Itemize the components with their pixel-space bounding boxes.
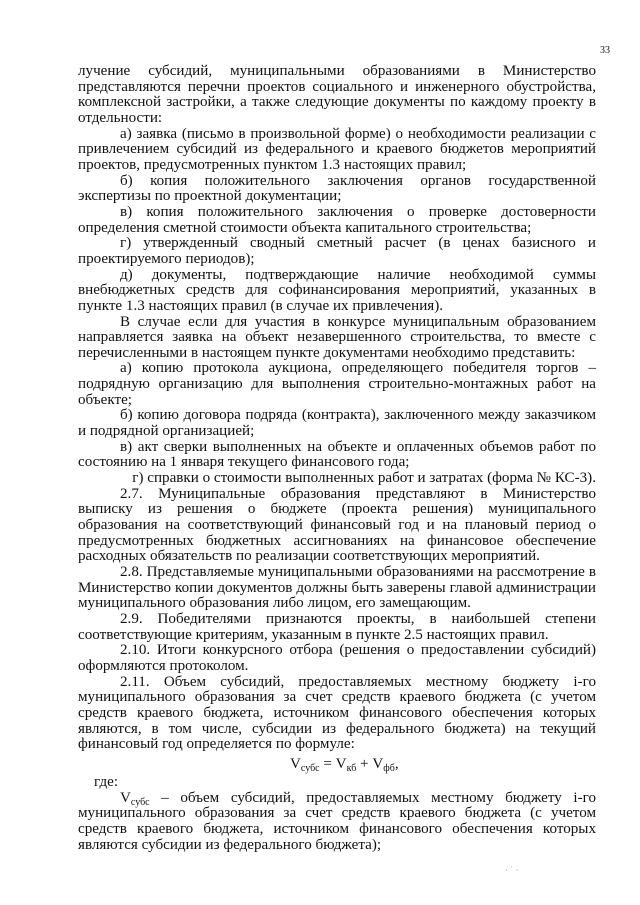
formula [78, 753, 596, 775]
formula-plus: + [356, 755, 373, 772]
paragraph-unfinished-construction: В случае если для участия в конкурсе муниципальным образованием направляется заявка на объект незавершенного строительства, то вместе с перечисленными в настоящем пункте документами необходимо представить: [78, 313, 596, 361]
definition-v-subs [78, 791, 596, 854]
clause-2-9: 2.9. Победителями признаются проекты, в наибольшей степени соответствующие критериям, указанным в пункте 2.5 настоящих правил. [78, 610, 596, 643]
formula-end: , [394, 755, 399, 772]
clause-2-10: 2.10. Итоги конкурсного отбора (решения о предоставлении субсидий) оформляются протоколом. [78, 642, 596, 674]
where-label: где: [94, 773, 119, 790]
page-number: 33 [600, 45, 610, 56]
clause-2-8: 2.8. Представляемые муниципальными образованиями на рассмотрение в Министерство копии документов должны быть заверены главой администрации муниципального образования либо лицом, его замещающим. [78, 564, 596, 612]
list-item-a: а) заявка (письмо в произвольной форме) о необходимости реализации с привлечением субсидий из федерального и краевого бюджетов мероприятий проектов, предусмотренных пунктом 1.3 настоящих правил; [78, 125, 596, 173]
definition-symbol: V [120, 789, 131, 806]
formula-term-2: V [372, 755, 384, 772]
formula-term-1-subscript: кб [346, 762, 357, 774]
scan-speckle: · ˙ · [505, 865, 519, 875]
clause-2-7: 2.7. Муниципальные образования представляют в Министерство выписку из решения о бюджете (проекта решения) муниципального образования на соответствующий финансовый год и на плановый период о предусмотренных бюджетных ассигнованиях на финансовое обеспечение расходных обязательств по реализации соответствующих мероприятий. [78, 485, 596, 565]
list-item-g-2: г) справки о стоимости выполненных работ и затратах (форма № КС-3). [132, 470, 596, 487]
formula-lhs: V [290, 755, 301, 772]
list-item-d: д) документы, подтверждающие наличие необходимой суммы внебюджетных средств для софинансирования мероприятий, указанных в пункте 1.3 настоящих правил (в случае их привлечения). [78, 266, 596, 314]
formula-term-2-subscript: фб [383, 762, 395, 774]
list-item-a-2: а) копию протокола аукциона, определяющего победителя торгов – подрядную организацию для выполнения строительно-монтажных работ на объекте; [78, 360, 596, 408]
clause-2-11: 2.11. Объем субсидий, предоставляемых местному бюджету i-го муниципального образования за счет средств краевого бюджета (с учетом средств краевого бюджета, источником финансового обеспечения которых являются, в том числе, субсидии из федерального бюджета) на текущий финансовый год определяется по формуле: [78, 673, 596, 753]
list-item-b-2: б) копию договора подряда (контракта), заключенного между заказчиком и подрядной организацией; [78, 407, 596, 440]
definition-text: – объем субсидий, предоставляемых местному бюджету i-го муниципального образования за счет средств краевого бюджета (с учетом средств краевого бюджета, источником финансового обеспечения которых являются субсидии из федерального бюджета); [78, 789, 596, 853]
list-item-b: б) копия положительного заключения органов государственной экспертизы по проектной документации; [78, 172, 596, 205]
definition-symbol-subscript: субс [130, 796, 150, 808]
formula-term-1: V [335, 755, 347, 772]
document-body [78, 64, 596, 853]
formula-equals: = [319, 755, 336, 772]
list-item-g: г) утвержденный сводный сметный расчет (в ценах базисного и проектируемого периодов); [78, 235, 596, 267]
formula-lhs-subscript: субс [300, 762, 320, 774]
list-item-v: в) копия положительного заключения о проверке достоверности определения сметной стоимости объекта капитального строительства; [78, 203, 596, 236]
paragraph-continuation: лучение субсидий, муниципальными образованиями в Министерство представляются перечни проектов социального и инженерного обустройства, комплексной застройки, а также следующие документы по каждому проекту в отдельности: [78, 63, 596, 126]
list-item-v-2: в) акт сверки выполненных на объекте и оплаченных объемов работ по состоянию на 1 января текущего финансового года; [78, 438, 596, 471]
